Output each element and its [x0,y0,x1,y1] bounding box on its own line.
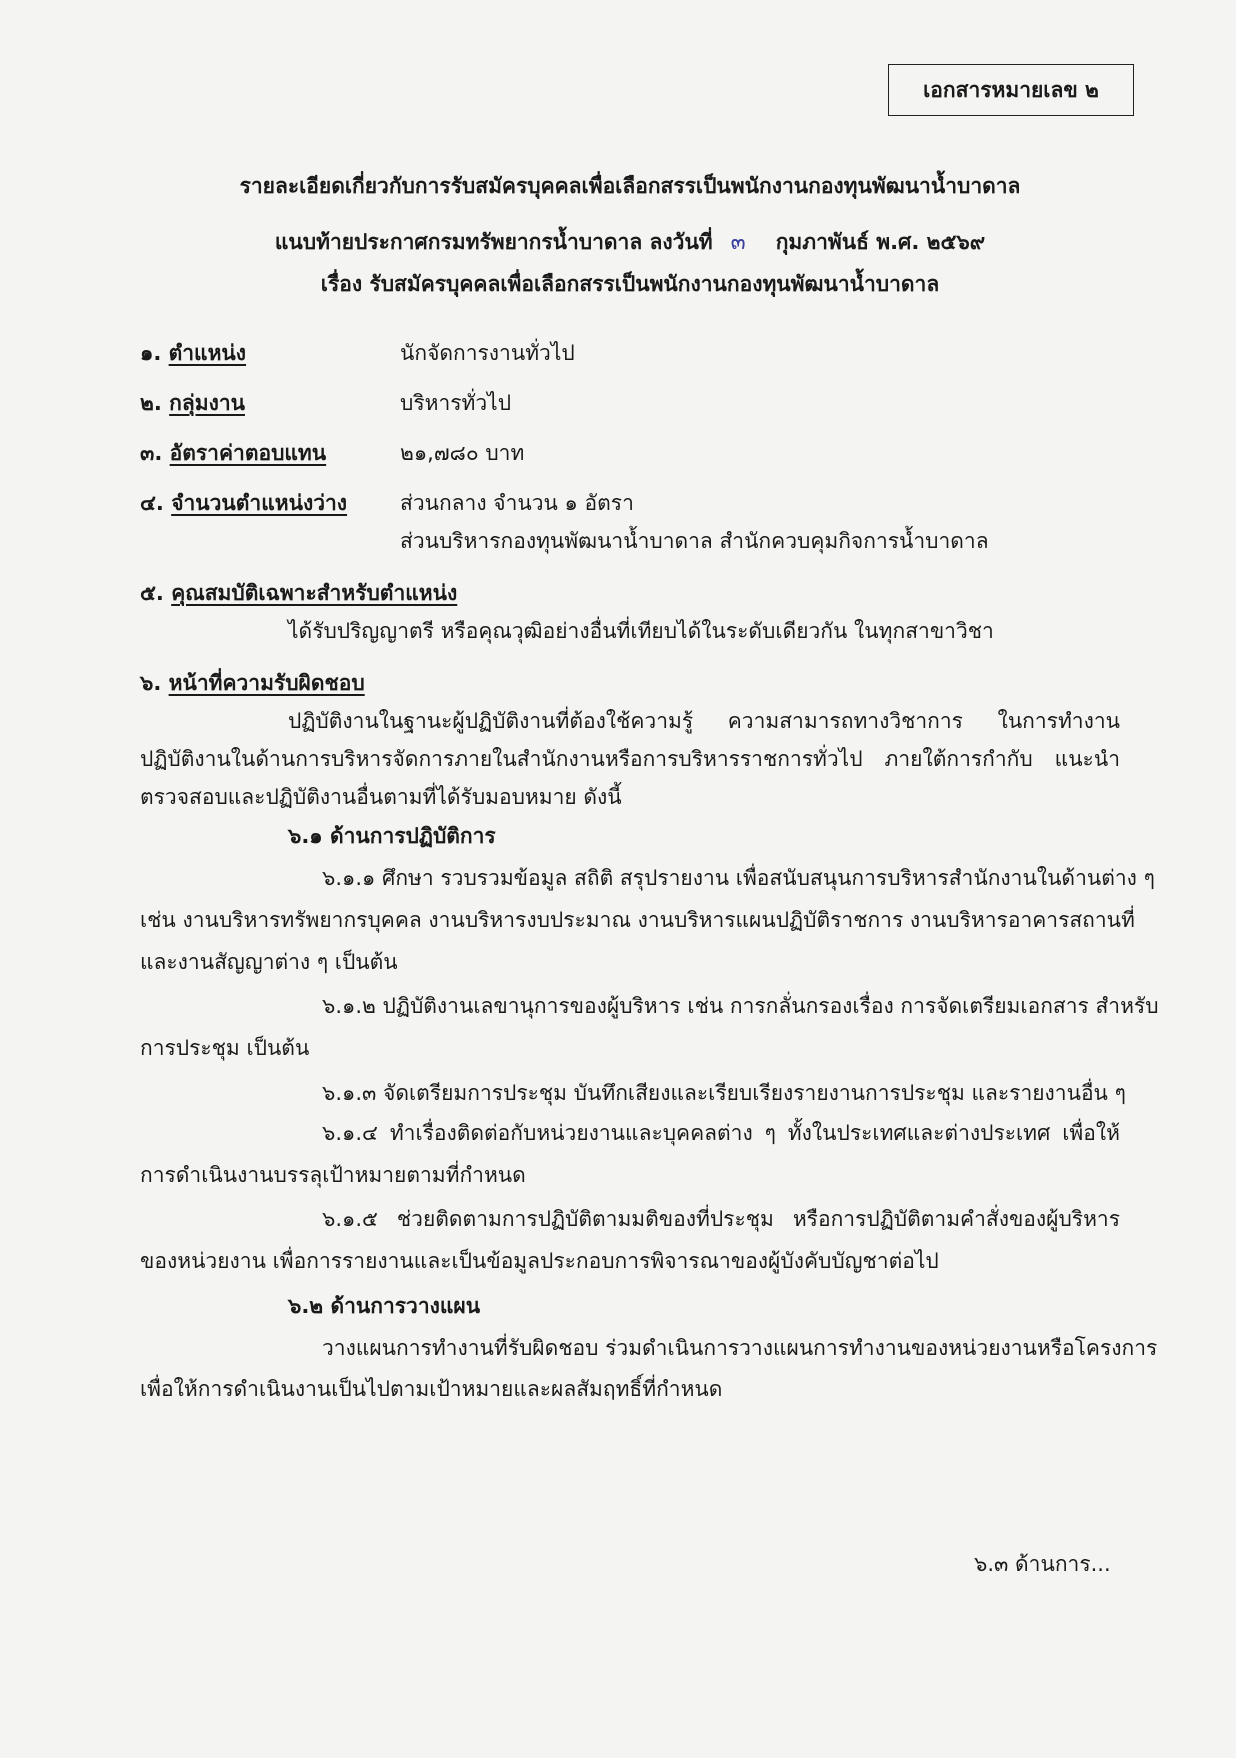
item-label: หน้าที่ความรับผิดชอบ [168,671,365,695]
attachment-line [140,224,1120,259]
duty-intro-line: ปฏิบัติงานในด้านการบริหารจัดการภายในสำนักงานหรือการบริหารราชการทั่วไป ภายใต้การกำกับ แนะนำ [140,747,1120,771]
document-number: เอกสารหมายเลข ๒ [923,77,1099,102]
item-number: ๖. [140,671,162,695]
item-number: ๑. [140,341,162,365]
item-qualification-text: ได้รับปริญญาตรี หรือคุณวุฒิอย่างอื่นที่เทียบได้ในระดับเดียวกัน ในทุกสาขาวิชา [288,619,994,643]
handwritten-day: ๓ [730,230,746,255]
section-operations-title: ๖.๑ ด้านการปฏิบัติการ [288,824,496,848]
item-group-label [140,387,245,420]
item-salary-label [140,437,326,470]
duty-62-line: เพื่อให้การดำเนินงานเป็นไปตามเป้าหมายและผลสัมฤทธิ์ที่กำหนด [140,1377,723,1401]
document-title: รายละเอียดเกี่ยวกับการรับสมัครบุคคลเพื่อเลือกสรรเป็นพนักงานกองทุนพัฒนาน้ำบาดาล [239,174,1021,198]
item-vacancy-value-1: ส่วนกลาง จำนวน ๑ อัตรา [400,491,634,515]
duty-intro-line: ปฏิบัติงานในฐานะผู้ปฏิบัติงานที่ต้องใช้ความรู้ ความสามารถทางวิชาการ ในการทำงาน [288,709,1120,733]
duty-615-line: ของหน่วยงาน เพื่อการรายงานและเป็นข้อมูลประกอบการพิจารณาของผู้บังคับบัญชาต่อไป [140,1249,939,1273]
item-group-value: บริหารทั่วไป [400,391,512,415]
item-vacancy-label [140,487,347,520]
next-page-indicator: ๖.๓ ด้านการ... [974,1552,1111,1576]
item-position-value: นักจัดการงานทั่วไป [400,341,575,365]
duty-613-line: ๖.๑.๓ จัดเตรียมการประชุม บันทึกเสียงและเรียบเรียงรายงานการประชุม และรายงานอื่น ๆ [322,1081,1126,1105]
item-label: คุณสมบัติเฉพาะสำหรับตำแหน่ง [171,581,458,605]
duty-615-line: ๖.๑.๕ ช่วยติดตามการปฏิบัติตามมติของที่ประชุม หรือการปฏิบัติตามคำสั่งของผู้บริหาร [322,1207,1120,1231]
item-number: ๒. [140,391,162,415]
item-vacancy-value-2: ส่วนบริหารกองทุนพัฒนาน้ำบาดาล สำนักควบคุมกิจการน้ำบาดาล [400,529,989,553]
item-label: อัตราค่าตอบแทน [169,441,327,465]
duty-611-line: และงานสัญญาต่าง ๆ เป็นต้น [140,950,398,974]
duty-612-line: การประชุม เป็นต้น [140,1036,310,1060]
duty-612-line: ๖.๑.๒ ปฏิบัติงานเลขานุการของผู้บริหาร เช่น การกลั่นกรองเรื่อง การจัดเตรียมเอกสาร สำหรับ [322,994,1159,1018]
attachment-prefix: แนบท้ายประกาศกรมทรัพยากรน้ำบาดาล ลงวันที่ [274,230,713,254]
attachment-suffix: กุมภาพันธ์ พ.ศ. ๒๕๖๙ [775,230,986,254]
duty-611-line: ๖.๑.๑ ศึกษา รวบรวมข้อมูล สถิติ สรุปรายงาน เพื่อสนับสนุนการบริหารสำนักงานในด้านต่าง ๆ [322,866,1155,890]
item-duty-label [140,667,365,700]
item-salary-value: ๒๑,๗๘๐ บาท [400,441,525,465]
document-number-box [888,64,1134,116]
item-position-label [140,337,246,370]
subject-line: เรื่อง รับสมัครบุคคลเพื่อเลือกสรรเป็นพนักงานกองทุนพัฒนาน้ำบาดาล [320,272,940,296]
item-number: ๕. [140,581,164,605]
duty-614-line: การดำเนินงานบรรลุเป้าหมายตามที่กำหนด [140,1163,526,1187]
duty-611-line: เช่น งานบริหารทรัพยากรบุคคล งานบริหารงบประมาณ งานบริหารแผนปฏิบัติราชการ งานบริหารอาคารสถานที่ [140,908,1135,932]
duty-614-line: ๖.๑.๔ ทำเรื่องติดต่อกับหน่วยงานและบุคคลต่าง ๆ ทั้งในประเทศและต่างประเทศ เพื่อให้ [322,1121,1120,1145]
item-number: ๓. [140,441,163,465]
section-planning-title: ๖.๒ ด้านการวางแผน [288,1294,481,1318]
item-label: ตำแหน่ง [168,341,247,365]
item-number: ๔. [140,491,164,515]
duty-62-line: วางแผนการทำงานที่รับผิดชอบ ร่วมดำเนินการวางแผนการทำงานของหน่วยงานหรือโครงการ [322,1336,1158,1360]
item-label: จำนวนตำแหน่งว่าง [171,491,348,515]
duty-intro-line: ตรวจสอบและปฏิบัติงานอื่นตามที่ได้รับมอบหมาย ดังนี้ [140,785,622,809]
item-qualification-label [140,577,457,610]
item-label: กลุ่มงาน [169,391,245,415]
